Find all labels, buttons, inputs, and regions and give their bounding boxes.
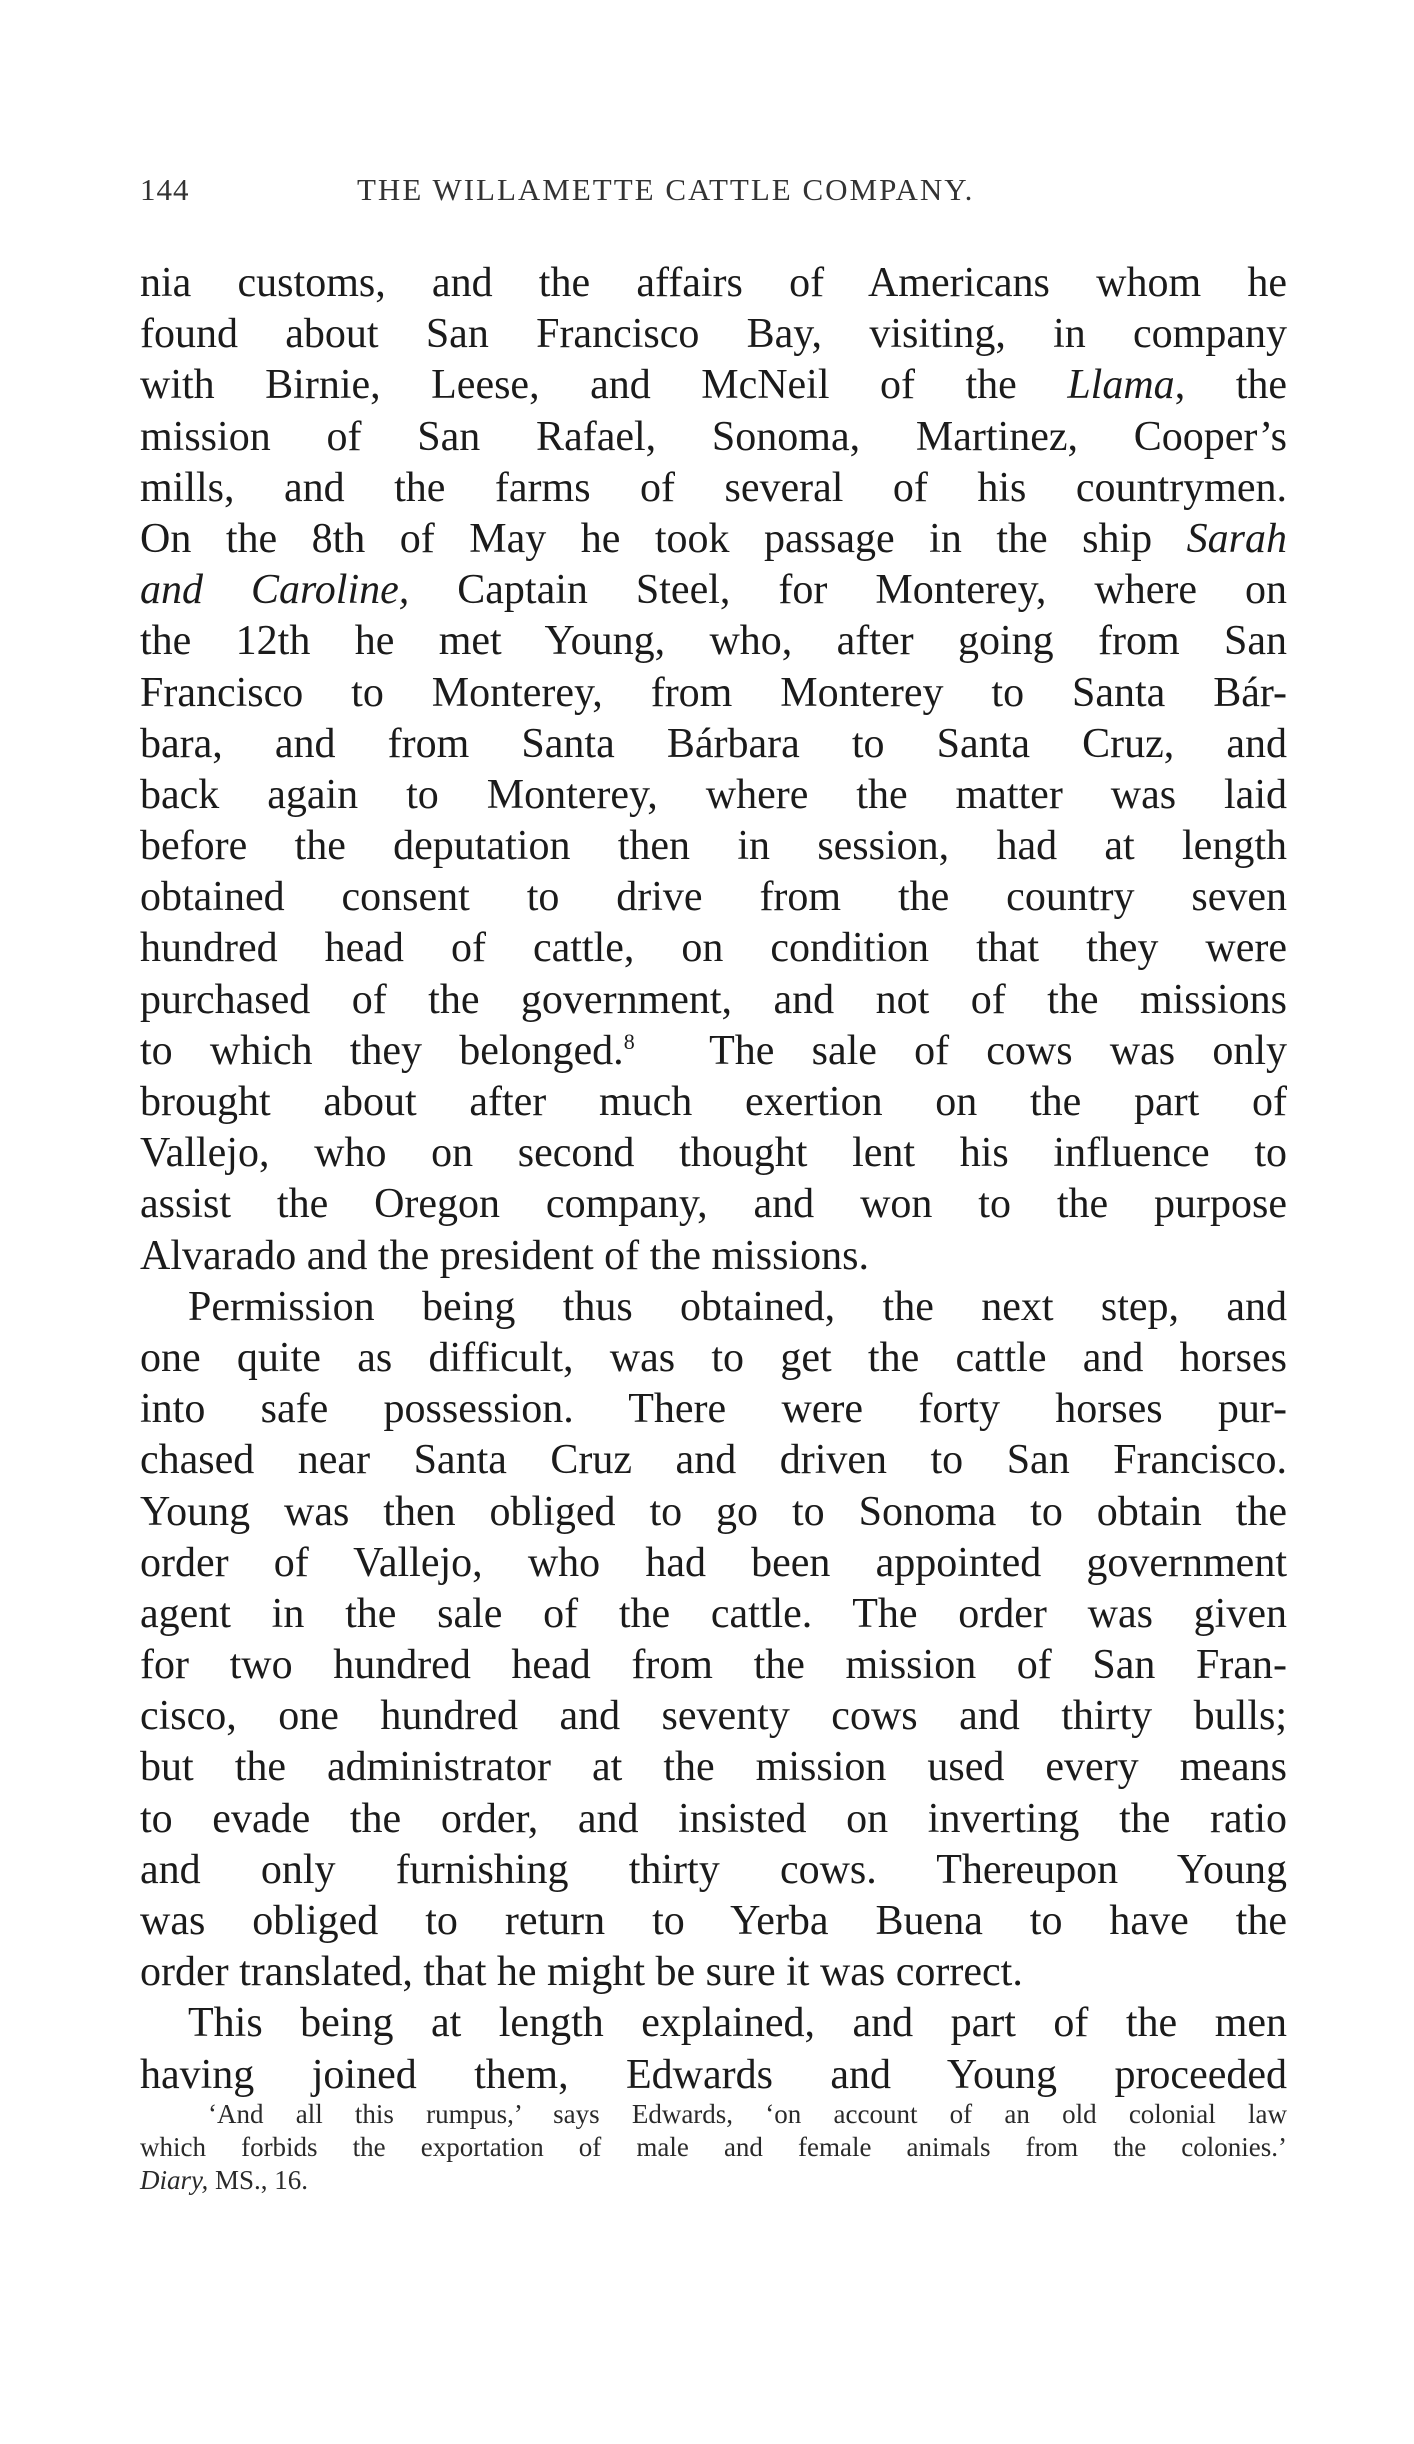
body-line: to which they belonged.$^8$ The sale of cows was only [140,1027,1287,1074]
body-line: mission of San Rafael, Sonoma, Martinez, Cooper’s [140,413,1287,460]
footnote-line: which forbids the exportation of male and female animals from the colonies.’ [140,2132,1287,2162]
body-line: Young was then obliged to go to Sonoma to obtain the [140,1488,1287,1535]
body-line: and Caroline, Captain Steel, for Monterey, where on [140,567,1287,614]
body-line: assist the Oregon company, and won to the purpose [140,1181,1287,1228]
body-line: This being at length explained, and part of the men [188,2000,1287,2047]
body-line: having joined them, Edwards and Young proceeded [140,2051,1287,2098]
body-line: and only furnishing thirty cows. Thereupon Young [140,1846,1287,1893]
body-line: chased near Santa Cruz and driven to San Francisco. [140,1437,1287,1484]
body-line: back again to Monterey, where the matter was laid [140,771,1287,818]
body-line: was obliged to return to Yerba Buena to have the [140,1898,1287,1944]
body-line: obtained consent to drive from the country seven [140,874,1287,921]
body-line: order translated, that he might be sure it was correct. [140,1949,1023,1996]
footnote-line: Diary, MS., 16. [140,2165,309,2195]
footnote-line: ‘And all this rumpus,’ says Edwards, ‘on account of an old colonial law [208,2099,1287,2129]
footnote [140,2098,1287,2197]
body-line: agent in the sale of the cattle. The order was given [140,1590,1287,1637]
body-line: brought about after much exertion on the part of [140,1079,1287,1125]
body-line: On the 8th of May he took passage in the ship Sarah [140,515,1287,562]
page-number: 144 [140,172,190,207]
body-line: the 12th he met Young, who, after going from San [140,618,1287,665]
body-line: order of Vallejo, who had been appointed government [140,1539,1287,1586]
body-line: but the administrator at the mission used every means [140,1744,1287,1791]
body-line: Francisco to Monterey, from Monterey to Santa Bár- [140,669,1287,716]
body-line: bara, and from Santa Bárbara to Santa Cruz, and [140,720,1287,767]
body-line: to evade the order, and insisted on inverting the ratio [140,1795,1287,1842]
footnote-marker: 8 [623,1028,635,1054]
ship-name: Llama [1067,362,1175,409]
body-text [140,258,1287,2101]
body-line: found about San Francisco Bay, visiting, in company [140,311,1287,358]
body-line: Vallejo, who on second thought lent his influence to [140,1130,1287,1177]
body-line: before the deputation then in session, had at length [140,823,1287,870]
body-line: for two hundred head from the mission of San Fran- [140,1642,1287,1689]
ship-name: and Caroline, [140,567,410,614]
body-line: nia customs, and the affairs of Americans whom he [140,260,1287,306]
body-line: into safe possession. There were forty horses pur- [140,1386,1287,1433]
body-line: mills, and the farms of several of his countrymen. [140,464,1287,511]
body-line: cisco, one hundred and seventy cows and thirty bulls; [140,1693,1287,1740]
body-line: one quite as difficult, was to get the cattle and horses [140,1334,1287,1381]
body-line: Alvarado and the president of the missions. [140,1232,870,1279]
ship-name: Sarah [1186,515,1287,562]
body-line: hundred head of cattle, on condition that they were [140,925,1287,972]
source-title: Diary, [140,2165,209,2195]
running-title: THE WILLAMETTE CATTLE COMPANY. [357,172,975,207]
body-line: Permission being thus obtained, the next step, and [188,1283,1287,1330]
body-line: with Birnie, Leese, and McNeil of the Llama, the [140,362,1287,409]
body-line: purchased of the government, and not of the missions [140,976,1287,1023]
